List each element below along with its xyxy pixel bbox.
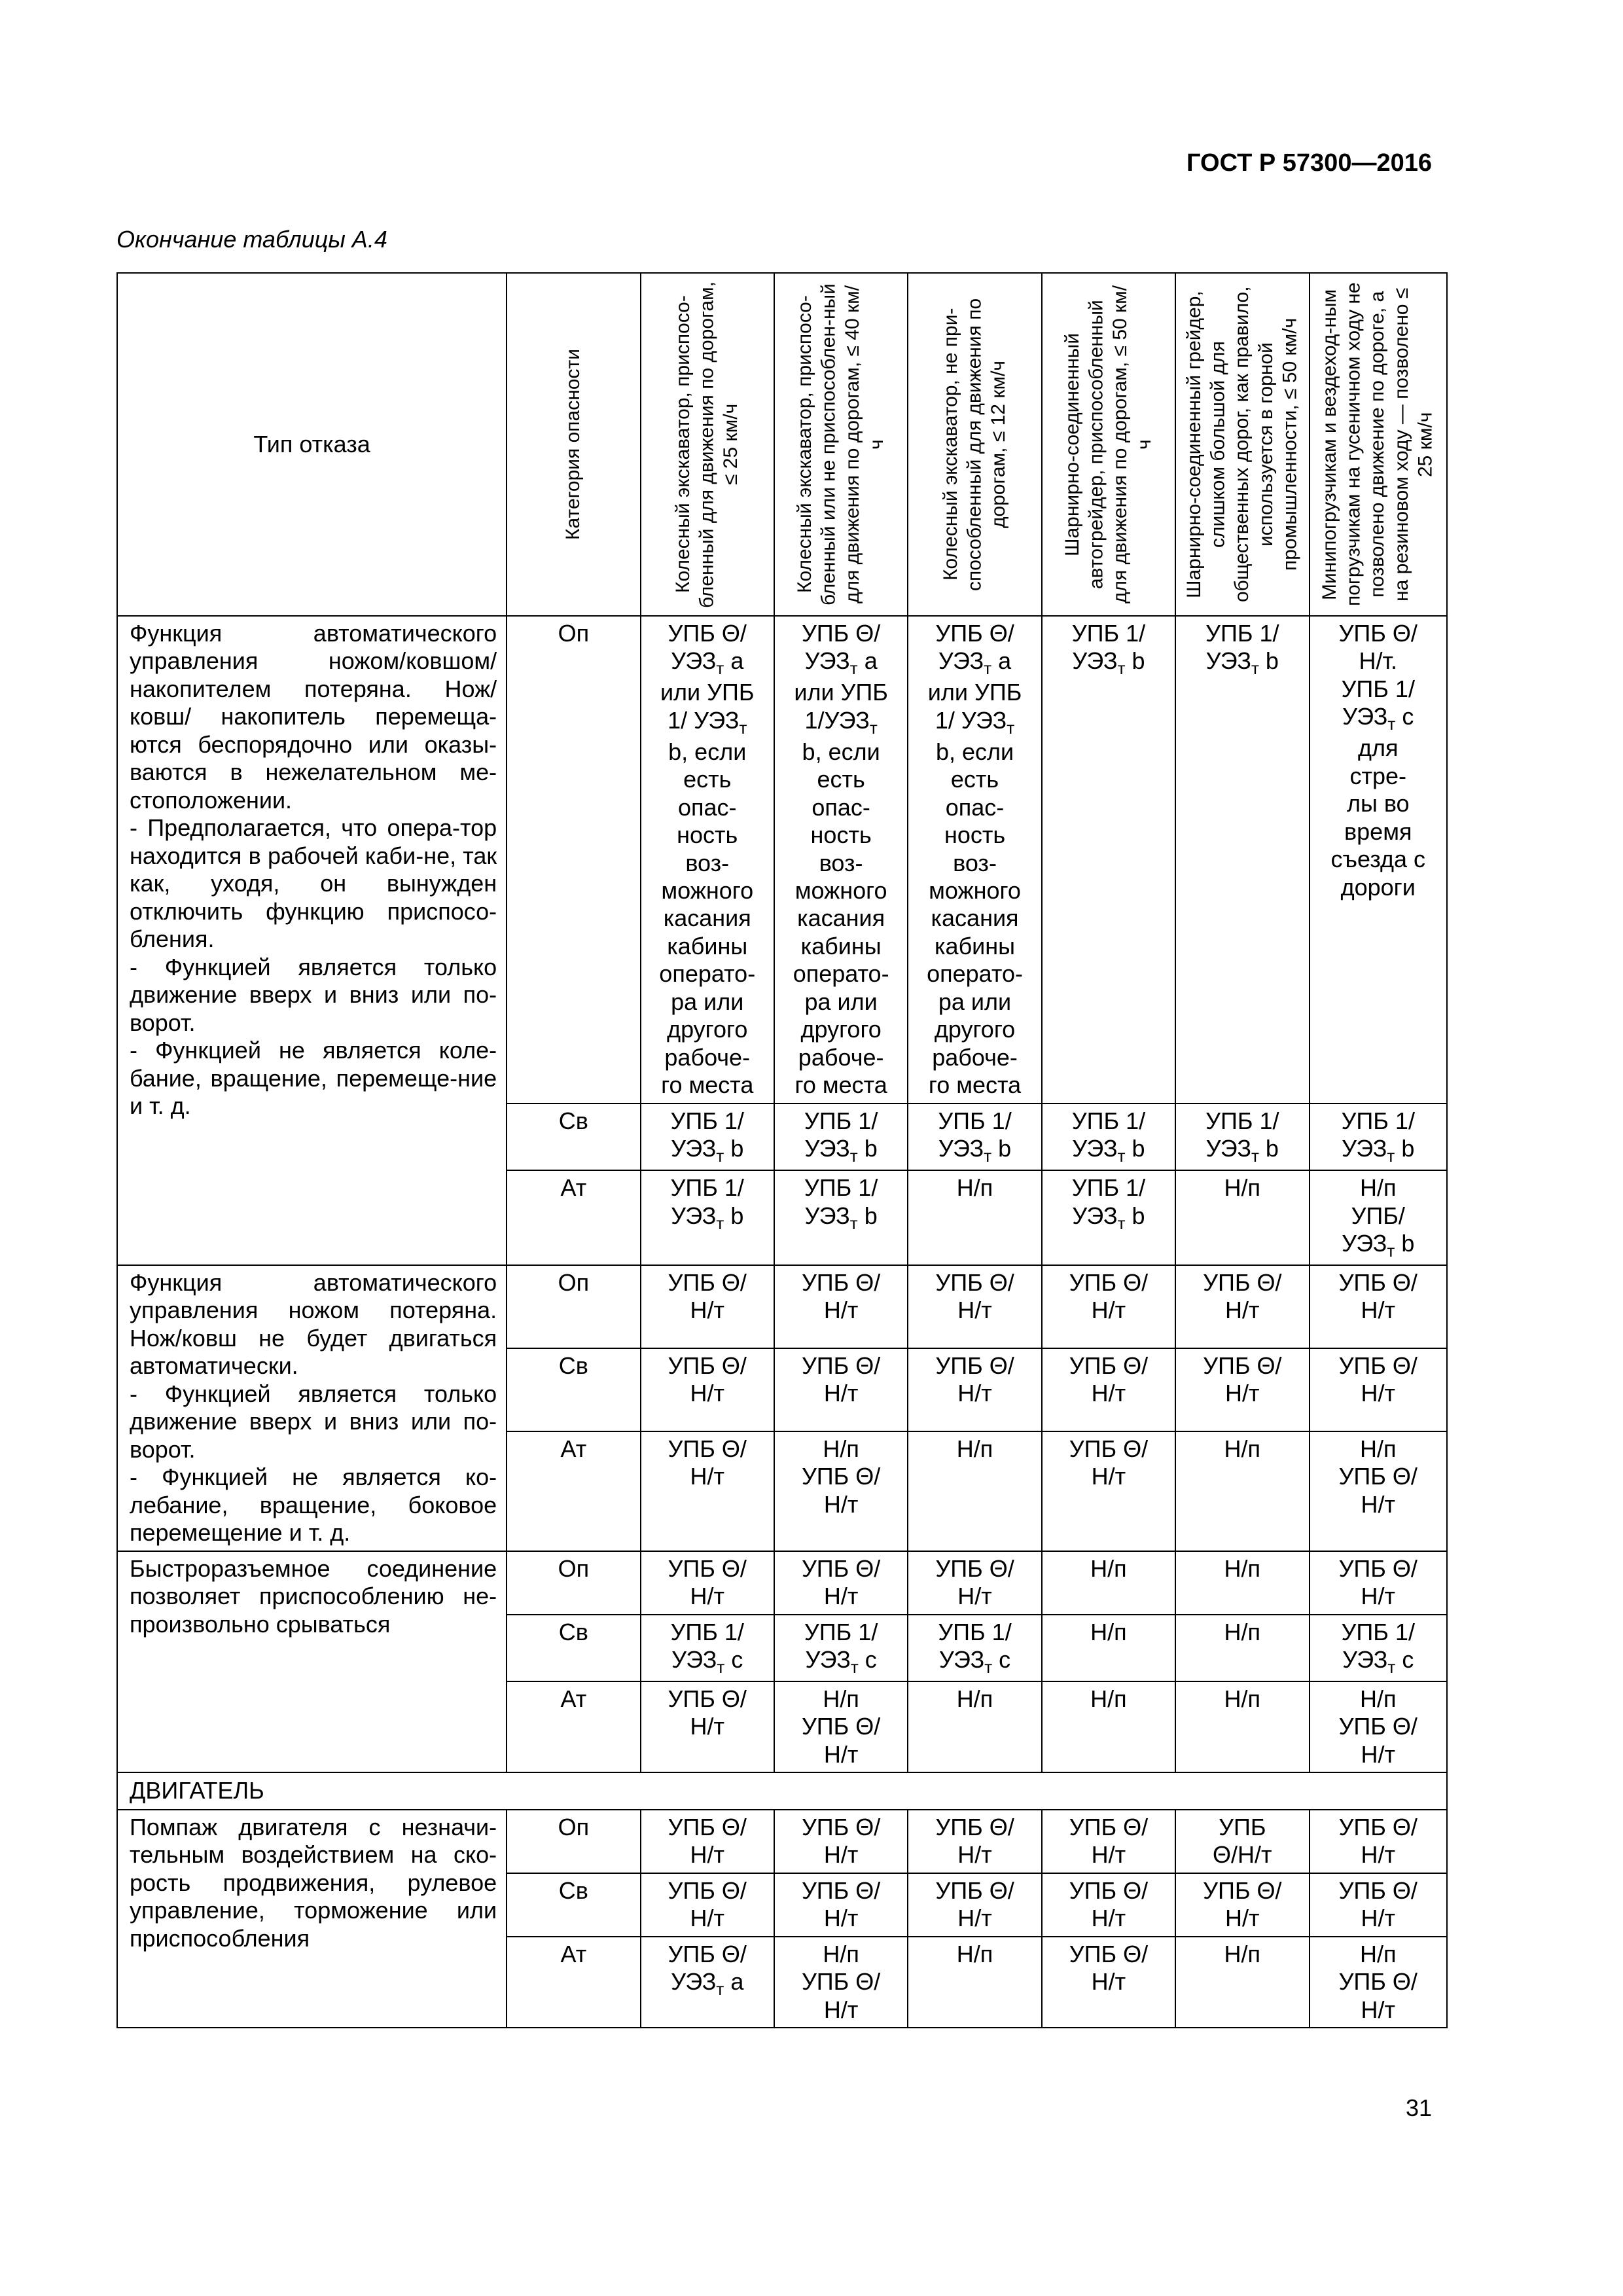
- hazard-category-cell: Ат: [507, 1937, 640, 2028]
- rating-cell: УПБ Θ/ Н/т: [908, 1348, 1041, 1431]
- rating-cell: Н/п: [1042, 1615, 1175, 1681]
- rating-cell: УПБ Θ/ Н/т: [1042, 1265, 1175, 1348]
- rating-cell: УПБ Θ/ Н/т: [1310, 1551, 1448, 1615]
- col-header-wheeled-excavator-40: Колесный экскаватор, приспосо-бленный или не приспособлен-ный для движения по дорогам, ≤ 40 км/ч: [793, 283, 887, 605]
- hazard-category-cell: Св: [507, 1348, 640, 1431]
- rating-cell: УПБ Θ/ $УЭЗ_т$ a: [641, 1937, 774, 2028]
- col-header-hazard-category: Категория опасности: [562, 349, 584, 540]
- rating-cell: Н/п УПБ/ $УЭЗ_т$ b: [1310, 1170, 1448, 1265]
- col-header-articulated-grader-mining: Шарнирно-соединенный грейдер, слишком большой для общественных дорог, как правило, используется в горной промышленности, ≤ 50 км/ч: [1183, 286, 1301, 603]
- page-number: 31: [1405, 2094, 1432, 2121]
- hazard-category-cell: Оп: [507, 616, 640, 1103]
- rating-cell: Н/п УПБ Θ/ Н/т: [1310, 1431, 1448, 1551]
- rating-cell: УПБ Θ/ Н/т: [1310, 1265, 1448, 1348]
- col-header-failure-type: Тип отказа: [117, 273, 507, 616]
- rating-cell: УПБ 1/ $УЭЗ_т$ c: [1310, 1615, 1448, 1681]
- rating-cell: Н/п: [908, 1937, 1041, 2028]
- rating-cell: УПБ 1/ $УЭЗ_т$ b: [774, 1103, 908, 1170]
- rating-cell: УПБ Θ/ Н/т: [641, 1265, 774, 1348]
- rating-cell: Н/п УПБ Θ/ Н/т: [774, 1937, 908, 2028]
- rating-cell: УПБ Θ/ Н/т: [1042, 1348, 1175, 1431]
- rating-cell: УПБ 1/ $УЭЗ_т$ c: [641, 1615, 774, 1681]
- rating-cell: УПБ Θ/ Н/т: [908, 1265, 1041, 1348]
- hazard-category-cell: Ат: [507, 1170, 640, 1265]
- rating-cell: УПБ Θ/ Н/т: [1310, 1873, 1448, 1937]
- rating-cell: УПБ 1/ $УЭЗ_т$ c: [774, 1615, 908, 1681]
- section-title-engine: ДВИГАТЕЛЬ: [117, 1772, 1447, 1809]
- rating-cell: УПБ Θ/ $УЭЗ_т$ a или УПБ 1/ $УЭЗ_т$ b, если есть опас- ность воз- можного касания кабины операто- ра или другого рабоче- го места: [908, 616, 1041, 1103]
- rating-cell: УПБ Θ/ Н/т: [641, 1810, 774, 1873]
- col-header-wheeled-excavator-25: Колесный экскаватор, приспосо-бленный для движения по дорогам, ≤ 25 км/ч: [671, 281, 742, 608]
- hazard-category-cell: Оп: [507, 1810, 640, 1873]
- hazard-category-cell: Оп: [507, 1265, 640, 1348]
- rating-cell: УПБ Θ/ Н/т: [774, 1348, 908, 1431]
- hazard-category-cell: Св: [507, 1103, 640, 1170]
- rating-cell: УПБ 1/ $УЭЗ_т$ b: [908, 1103, 1041, 1170]
- failure-description: Помпаж двигателя с незначи-тельным воздействием на ско-рость продвижения, рулевое управление, торможение или приспособления: [117, 1810, 507, 2028]
- failure-description: Функция автоматического управления ножом/ковшом/ накопителем потеряна. Нож/ ковш/ накопитель перемеща-ются беспорядочно или оказы-ваются в нежелательном ме-стоположении. - Предполагается, что опера-тор находится в рабочей каби-не, так как, уходя, он вынужден отключить функцию приспосо-бления. - Функцией является только движение вверх и вниз или по-ворот. - Функцией не является коле-бание, вращение, перемеще-ние и т. д.: [117, 616, 507, 1265]
- table-row: [117, 616, 1447, 1103]
- rating-cell: Н/п: [1042, 1681, 1175, 1772]
- rating-cell: УПБ 1/ $УЭЗ_т$ c: [908, 1615, 1041, 1681]
- col-header-wheeled-excavator-12: Колесный экскаватор, не при-способленный для движения по дорогам, ≤ 12 км/ч: [939, 298, 1009, 591]
- hazard-category-cell: Ат: [507, 1431, 640, 1551]
- rating-cell: УПБ Θ/ Н/т: [641, 1431, 774, 1551]
- rating-cell: УПБ Θ/ Н/т: [1042, 1873, 1175, 1937]
- rating-cell: УПБ 1/ $УЭЗ_т$ b: [641, 1170, 774, 1265]
- rating-cell: УПБ Θ/ Н/т: [774, 1265, 908, 1348]
- rating-cell: УПБ Θ/ $УЭЗ_т$ a или УПБ 1/ $УЭЗ_т$ b, если есть опас- ность воз- можного касания кабины операто- ра или другого рабоче- го места: [641, 616, 774, 1103]
- rating-cell: Н/п: [1175, 1431, 1309, 1551]
- document-header: ГОСТ Р 57300—2016: [1186, 149, 1432, 177]
- col-header-articulated-grader-road: Шарнирно-соединенный автогрейдер, приспособленный для движения по дорогам, ≤ 50 км/ч: [1061, 285, 1155, 604]
- hazard-table: [116, 272, 1448, 2028]
- header-row: [117, 273, 1447, 616]
- col-header-mini-loaders: Минипогрузчикам и вездеход-ным погрузчикам на гусеничном ходу не позволено движение по дороге, а на резиновом ходу — позволено ≤ 25 км/ч: [1319, 282, 1436, 607]
- rating-cell: УПБ Θ/ Н/т: [1042, 1937, 1175, 2028]
- rating-cell: Н/п: [908, 1681, 1041, 1772]
- section-row: [117, 1772, 1447, 1809]
- rating-cell: УПБ Θ/ Н/т: [1310, 1810, 1448, 1873]
- failure-description: Быстроразъемное соединение позволяет приспособлению не-произвольно срываться: [117, 1551, 507, 1773]
- rating-cell: Н/п УПБ Θ/ Н/т: [774, 1681, 908, 1772]
- rating-cell: Н/п: [1175, 1551, 1309, 1615]
- rating-cell: УПБ Θ/ Н/т: [774, 1810, 908, 1873]
- hazard-category-cell: Оп: [507, 1551, 640, 1615]
- hazard-category-cell: Св: [507, 1873, 640, 1937]
- rating-cell: Н/п: [1175, 1681, 1309, 1772]
- table-row: [117, 1810, 1447, 1873]
- rating-cell: УПБ Θ/ Н/т: [1310, 1348, 1448, 1431]
- rating-cell: Н/п: [1175, 1170, 1309, 1265]
- rating-cell: УПБ 1/ $УЭЗ_т$ b: [1042, 1170, 1175, 1265]
- rating-cell: Н/п: [1042, 1551, 1175, 1615]
- rating-cell: Н/п УПБ Θ/ Н/т: [774, 1431, 908, 1551]
- rating-cell: УПБ 1/ $УЭЗ_т$ b: [774, 1170, 908, 1265]
- rating-cell: УПБ Θ/ Н/т: [641, 1551, 774, 1615]
- rating-cell: УПБ 1/ $УЭЗ_т$ b: [1175, 616, 1309, 1103]
- rating-cell: УПБ Θ/ Н/т: [641, 1681, 774, 1772]
- rating-cell: Н/п УПБ Θ/ Н/т: [1310, 1681, 1448, 1772]
- rating-cell: Н/п УПБ Θ/ Н/т: [1310, 1937, 1448, 2028]
- table-row: [117, 1265, 1447, 1348]
- rating-cell: УПБ 1/ $УЭЗ_т$ b: [1310, 1103, 1448, 1170]
- rating-cell: УПБ 1/ $УЭЗ_т$ b: [1042, 1103, 1175, 1170]
- rating-cell: Н/п: [1175, 1615, 1309, 1681]
- rating-cell: УПБ Θ/ Н/т: [1175, 1265, 1309, 1348]
- table-row: [117, 1551, 1447, 1615]
- failure-description: Функция автоматического управления ножом потеряна. Нож/ковш не будет двигаться автоматически. - Функцией является только движение вверх и вниз или по-ворот. - Функцией не является ко-лебание, вращение, боковое перемещение и т. д.: [117, 1265, 507, 1551]
- rating-cell: Н/п: [908, 1431, 1041, 1551]
- rating-cell: УПБ Θ/ Н/т: [774, 1551, 908, 1615]
- rating-cell: УПБ Θ/ Н/т: [908, 1551, 1041, 1615]
- table-caption: Окончание таблицы А.4: [116, 226, 387, 253]
- rating-cell: УПБ Θ/ Н/т: [641, 1873, 774, 1937]
- rating-cell: УПБ Θ/Н/т: [1175, 1810, 1309, 1873]
- rating-cell: УПБ Θ/ Н/т: [1175, 1348, 1309, 1431]
- rating-cell: УПБ Θ/ $УЭЗ_т$ a или УПБ $1/УЭЗ_т$ b, если есть опас- ность воз- можного касания кабины операто- ра или другого рабоче- го места: [774, 616, 908, 1103]
- rating-cell: УПБ 1/ $УЭЗ_т$ b: [641, 1103, 774, 1170]
- rating-cell: УПБ Θ/ Н/т: [641, 1348, 774, 1431]
- rating-cell: УПБ 1/ $УЭЗ_т$ b: [1175, 1103, 1309, 1170]
- rating-cell: УПБ Θ/ Н/т: [908, 1810, 1041, 1873]
- rating-cell: УПБ Θ/ Н/т: [774, 1873, 908, 1937]
- rating-cell: УПБ Θ/ Н/т: [1042, 1810, 1175, 1873]
- rating-cell: УПБ Θ/ Н/т: [908, 1873, 1041, 1937]
- rating-cell: УПБ Θ/ Н/т. УПБ 1/ $УЭЗ_т$ c для стре- лы во время съезда с дороги: [1310, 616, 1448, 1103]
- rating-cell: Н/п: [1175, 1937, 1309, 2028]
- rating-cell: Н/п: [908, 1170, 1041, 1265]
- rating-cell: УПБ Θ/ Н/т: [1175, 1873, 1309, 1937]
- hazard-category-cell: Ат: [507, 1681, 640, 1772]
- rating-cell: УПБ Θ/ Н/т: [1042, 1431, 1175, 1551]
- hazard-category-cell: Св: [507, 1615, 640, 1681]
- rating-cell: УПБ 1/ $УЭЗ_т$ b: [1042, 616, 1175, 1103]
